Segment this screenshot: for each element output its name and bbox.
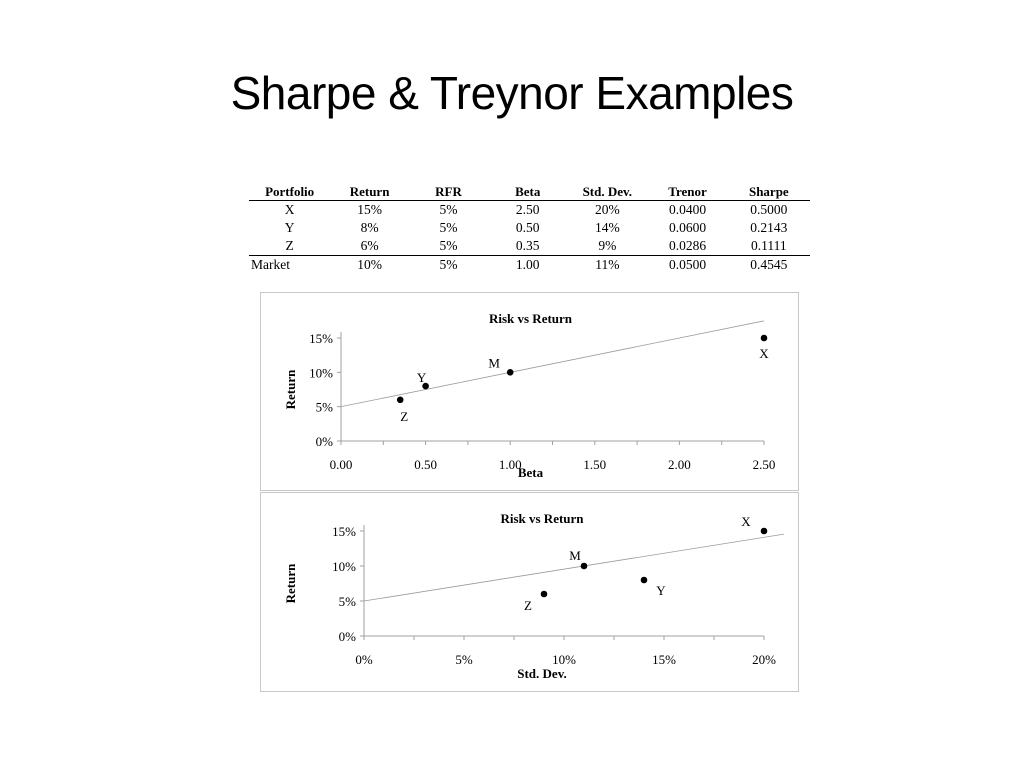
point-label-m: M [488,355,500,371]
y-tick-label: 10% [332,559,356,574]
header-beta: Beta [488,182,567,201]
cell: 5% [409,237,488,256]
point-label-z: Z [400,408,409,424]
cell: 0.1111 [728,237,810,256]
cell: 15% [357,202,382,217]
chart-title: Risk vs Return [500,511,584,526]
header-std-dev: Std. Dev. [567,182,647,201]
data-point-m [507,369,514,376]
cell: 0.50 [515,220,540,235]
point-label-y: Y [656,583,666,598]
cell: Z [249,237,330,256]
point-label-m: M [569,548,581,563]
cell: 2.50 [515,202,540,217]
cell: 20% [594,202,620,217]
table-header-row [249,182,810,201]
x-tick-label: 1.50 [583,457,607,472]
x-axis-label: Beta [517,465,544,480]
cell: 0.4545 [750,257,788,272]
beta-return-chart [260,292,799,491]
table-row [249,237,810,256]
data-point-z [541,591,548,598]
cell: X [284,202,295,217]
chart-title: Risk vs Return [488,311,573,326]
x-tick-label: 0% [355,652,373,667]
header-sharpe: Sharpe [728,182,810,201]
data-point-x [761,335,768,342]
cell: Market [251,257,290,272]
table-row [249,219,810,237]
cell: Y [284,220,295,235]
point-label-x: X [759,346,769,361]
data-point-y [641,577,648,584]
point-label-x: X [741,514,751,529]
cell: 0.0400 [668,202,707,217]
cell: 0.0600 [668,220,707,235]
cell: 5% [439,220,458,235]
cell: 14% [594,220,620,235]
x-axis-label: Std. Dev. [517,666,567,681]
x-tick-label: 2.50 [752,457,776,472]
cell: 10% [357,257,382,272]
header-trenor: Trenor [647,182,727,201]
performance-table [249,182,810,274]
beta-return-chart-svg [261,293,798,490]
x-tick-label: 15% [652,652,676,667]
header-portfolio: Portfolio [249,182,330,201]
y-axis-label: Return [283,563,298,604]
x-tick-label: 0.00 [329,457,353,472]
cell: 0.0286 [647,237,727,256]
data-point-x [761,528,768,535]
cell: 9% [567,237,647,256]
header-return: Return [330,182,409,201]
y-tick-label: 0% [315,434,333,449]
cell: 1.00 [515,257,540,272]
point-label-z: Z [524,598,532,613]
point-label-y: Y [416,370,427,386]
cell: 0.35 [488,237,567,256]
cell: 11% [595,257,620,272]
y-tick-label: 10% [309,365,333,381]
cell: 0.5000 [750,202,788,217]
x-tick-label: 2.00 [668,457,691,472]
table-row [249,201,810,220]
header-rfr: RFR [409,182,488,201]
cell: 6% [330,237,409,256]
table-row-market [249,256,810,275]
cell: 0.0500 [668,257,707,272]
cell: 0.2143 [750,220,788,235]
x-tick-label: 5% [455,652,473,667]
stddev-return-chart [260,492,799,692]
y-axis-label: Return [283,369,298,410]
y-tick-label: 15% [332,524,356,539]
x-tick-label: 1.00 [498,457,522,472]
data-point-m [581,563,588,570]
cell: 5% [439,257,458,272]
cell: 5% [439,202,458,217]
x-tick-label: 10% [552,652,576,667]
y-tick-label: 15% [309,331,333,346]
y-tick-label: 5% [338,594,356,609]
y-tick-label: 0% [338,629,356,644]
stddev-return-chart-svg [261,493,798,691]
trend-line [364,534,784,601]
x-tick-label: 20% [752,652,776,667]
data-point-z [397,397,404,404]
x-tick-label: 0.50 [414,457,437,472]
cell: 8% [360,220,379,235]
trend-line [341,321,764,407]
slide-title: Sharpe & Treynor Examples [230,67,794,119]
y-tick-label: 5% [315,399,333,415]
